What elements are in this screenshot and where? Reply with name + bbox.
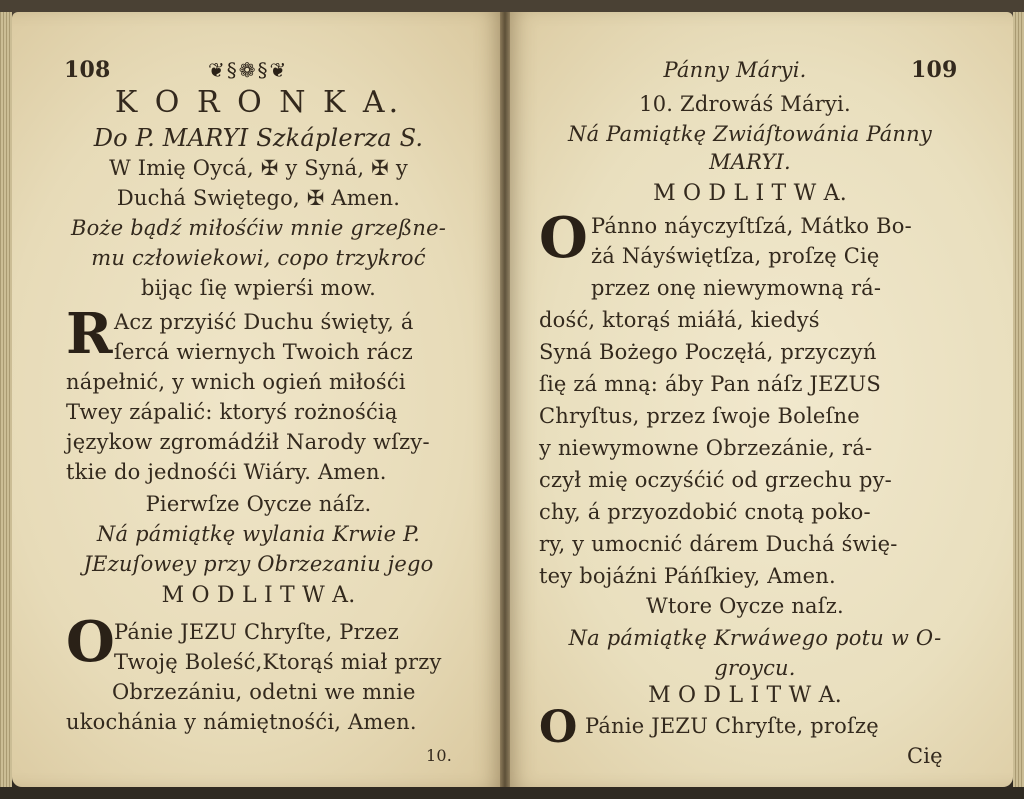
rubric-line-2: mu człowiekowi, copo trzykroć <box>91 246 426 270</box>
zdrowas-line: 10. Zdrowáś Máryi. <box>639 92 851 116</box>
pamiatka-right-3: Na pámiątkę Krwáwego potu w O- <box>568 626 942 650</box>
page-number-right: 109 <box>911 57 958 83</box>
modlitwa-heading-right: M O D L I T W A. <box>653 181 847 206</box>
pamiatka-right-1: Ná Pamiątkę Zwiáſtowánia Pánny <box>568 122 932 146</box>
wtore-oycze: Wtore Oycze naſz. <box>646 594 844 618</box>
dropcap-o-right: O <box>539 205 588 271</box>
prayer-o-line-1: Pánie JEZU Chryſte, Przez <box>114 620 399 644</box>
prayer-right-line-11: ry, y umocnić dárem Duchá świę- <box>539 532 898 556</box>
subtitle: Do P. MARYI Szkáplerza S. <box>93 124 424 152</box>
ornament-headpiece: ❦§❁§❦ <box>208 58 289 82</box>
right-page-edges <box>1013 12 1024 787</box>
prayer-right-line-12: tey bojáźni Páńſkiey, Amen. <box>539 564 836 588</box>
dropcap-o-right-2: O <box>539 702 578 753</box>
invocation-line-1: W Imię Oycá, ✠ y Syná, ✠ y <box>109 156 408 180</box>
running-head: Pánny Máryi. <box>663 58 807 82</box>
prayer-right-line-3: przez onę niewymowną rá- <box>591 276 882 300</box>
prayer-r-line-6: tkie do jednośći Wiáry. Amen. <box>66 460 387 484</box>
modlitwa-heading-right-2: M O D L I T W A. <box>648 683 842 708</box>
prayer-right-line-9: czył mię oczyśćić od grzechu py- <box>539 468 892 492</box>
pierwsze-oycze: Pierwſze Oycze náſz. <box>145 492 372 516</box>
pamiatka-right-4: groycu. <box>714 656 796 680</box>
pamiatka-right-2: MARYI. <box>709 150 791 174</box>
last-line-right: Pánie JEZU Chryſte, proſzę <box>585 714 879 738</box>
invocation-line-2: Duchá Swiętego, ✠ Amen. <box>116 186 401 210</box>
prayer-r-line-4: Twey zápalić: ktoryś rożnośćią <box>66 400 398 424</box>
prayer-r-line-2: ſercá wiernych Twoich rácz <box>114 340 413 364</box>
prayer-right-line-4: dość, ktorąś miáłá, kiedyś <box>539 308 820 332</box>
dropcap-o-left: O <box>66 609 115 675</box>
left-page <box>12 12 505 787</box>
prayer-right-line-8: y niewymowne Obrzezánie, rá- <box>539 436 873 460</box>
catchword-right: Cię <box>907 744 943 768</box>
pamiatka-line-2: JEzuſowey przy Obrzezaniu jego <box>83 552 434 576</box>
page-title: K O R O N K A. <box>114 85 403 120</box>
rubric-line-3: bijąc ſię wpierśi mow. <box>140 276 377 300</box>
modlitwa-heading-left: M O D L I T W A. <box>161 583 356 608</box>
prayer-r-line-5: językow zgromádźił Narody wſzy- <box>66 430 430 454</box>
prayer-right-line-6: ſię zá mną: áby Pan náſz JEZUS <box>539 372 881 396</box>
book-gutter <box>500 12 510 787</box>
prayer-o-line-3: Obrzezániu, odetni we mnie <box>112 680 416 704</box>
prayer-right-line-5: Syná Bożego Poczęłá, przyczyń <box>539 340 877 364</box>
prayer-right-line-2: żá Náyświętſza, proſzę Cię <box>591 244 880 268</box>
prayer-r-line-3: nápełnić, y wnich ogień miłośći <box>66 370 406 394</box>
left-page-edges <box>0 12 12 787</box>
prayer-right-line-1: Pánno náyczyſtſzá, Mátko Bo- <box>591 214 912 238</box>
prayer-right-line-7: Chryſtus, przez ſwoje Boleſne <box>539 404 860 428</box>
prayer-right-line-10: chy, á przyozdobić cnotą poko- <box>539 500 871 524</box>
prayer-o-line-2: Twoję Boleść,Ktorąś miał przy <box>114 650 442 674</box>
prayer-o-line-4: ukochánia y námiętnośći, Amen. <box>66 710 417 734</box>
right-page <box>505 12 1013 787</box>
pamiatka-line-1: Ná pámiątkę wylania Krwie P. <box>96 522 421 546</box>
rubric-line-1: Boże bądź miłośćiw mnie grzeßne- <box>70 216 447 240</box>
page-number-left: 108 <box>64 57 111 83</box>
catchword-left: 10. <box>426 746 453 765</box>
prayer-r-line-1: Acz przyiść Duchu święty, á <box>114 310 414 334</box>
dropcap-r: R <box>66 301 113 367</box>
